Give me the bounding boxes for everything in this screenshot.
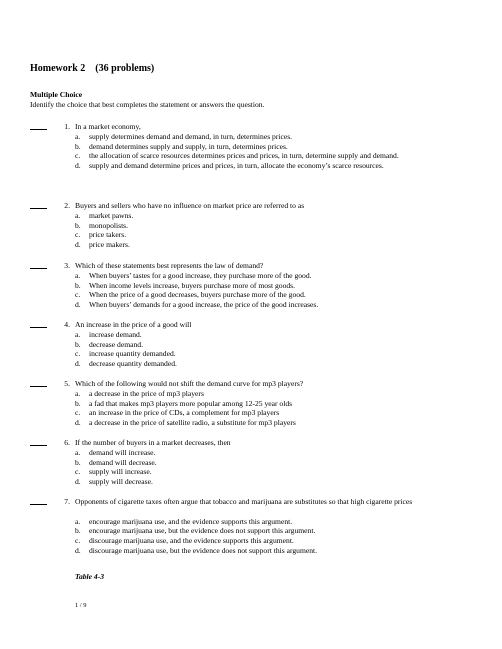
page-title: Homework 2 (36 problems): [30, 63, 155, 74]
question-stem: An increase in the price of a good will: [75, 320, 192, 329]
question-stem: In a market economy,: [75, 122, 141, 131]
option-c: c. discourage marijuana use, and the evidence supports this argument.: [75, 536, 294, 546]
option-d: d. When buyers’ demands for a good increase, the price of the good increases.: [75, 300, 319, 310]
option-d: d. a decrease in the price of satellite radio, a substitute for mp3 players: [75, 418, 296, 428]
option-c: c. supply will increase.: [75, 467, 152, 477]
option-c: c. When the price of a good decreases, buyers purchase more of the good.: [75, 290, 306, 300]
option-b: b. a fad that makes mp3 players more popular among 12-25 year olds: [75, 398, 293, 408]
option-d: d. decrease quantity demanded.: [75, 359, 177, 369]
option-list: [75, 448, 475, 487]
question-stem: If the number of buyers in a market decreases, then: [75, 438, 231, 447]
option-d: d. price makers.: [75, 240, 130, 250]
option-a: a. encourage marijuana use, and the evidence supports this argument.: [75, 516, 293, 526]
question-stem: Buyers and sellers who have no influence on market price are referred to as: [75, 201, 305, 210]
question-number: 1.: [64, 122, 70, 131]
option-list: [75, 271, 475, 310]
option-list: [75, 132, 475, 171]
answer-blank[interactable]: [30, 207, 47, 209]
question-stem: Opponents of cigarette taxes often argue that tobacco and marijuana are substitutes so that high cigarette prices: [75, 497, 413, 506]
section-heading: Multiple Choice: [30, 90, 83, 99]
question-number: 6.: [64, 438, 70, 447]
question-number: 5.: [64, 379, 70, 388]
option-list: [75, 330, 475, 369]
question-stem: Which of these statements best represents the law of demand?: [75, 261, 264, 270]
option-list: [75, 211, 475, 250]
option-a: a. When buyers’ tastes for a good increase, they purchase more of the good.: [75, 270, 312, 280]
option-b: b. encourage marijuana use, but the evidence does not support this argument.: [75, 526, 316, 536]
option-b: b. When income levels increase, buyers purchase more of most goods.: [75, 280, 296, 290]
option-a: a. market pawns.: [75, 210, 134, 220]
question-stem: Which of the following would not shift the demand curve for mp3 players?: [75, 379, 304, 388]
answer-blank[interactable]: [30, 267, 47, 269]
page-number: 1 / 9: [75, 602, 87, 609]
option-a: a. supply determines demand and demand, in turn, determines prices.: [75, 131, 293, 141]
option-b: b. decrease demand.: [75, 339, 143, 349]
option-c: c. the allocation of scarce resources determines prices and prices, in turn, determine supply and demand.: [75, 151, 399, 161]
answer-blank[interactable]: [30, 444, 47, 446]
answer-blank[interactable]: [30, 128, 47, 130]
option-a: a. increase demand.: [75, 329, 142, 339]
option-c: c. an increase in the price of CDs, a complement for mp3 players: [75, 408, 280, 418]
option-list: [75, 389, 475, 428]
question-number: 3.: [64, 261, 70, 270]
answer-blank[interactable]: [30, 503, 47, 505]
option-list: [75, 517, 475, 556]
option-d: d. supply and demand determine prices and prices, in turn, allocate the economy’s scarce resources.: [75, 161, 384, 171]
answer-blank[interactable]: [30, 385, 47, 387]
option-c: c. increase quantity demanded.: [75, 349, 176, 359]
question-number: 4.: [64, 320, 70, 329]
option-b: b. demand will decrease.: [75, 457, 157, 467]
table-label: Table 4-3: [75, 572, 105, 581]
option-b: b. demand determines supply and supply, in turn, determines prices.: [75, 141, 288, 151]
option-d: d. discourage marijuana use, but the evidence does not support this argument.: [75, 545, 318, 555]
option-b: b. monopolists.: [75, 220, 129, 230]
option-c: c. price takers.: [75, 230, 127, 240]
section-instructions: Identify the choice that best completes the statement or answers the question.: [30, 100, 265, 109]
option-d: d. supply will decrease.: [75, 477, 153, 487]
option-a: a. a decrease in the price of mp3 players: [75, 388, 204, 398]
option-a: a. demand will increase.: [75, 447, 156, 457]
question-number: 2.: [64, 201, 70, 210]
answer-blank[interactable]: [30, 326, 47, 328]
question-number: 7.: [64, 497, 70, 506]
